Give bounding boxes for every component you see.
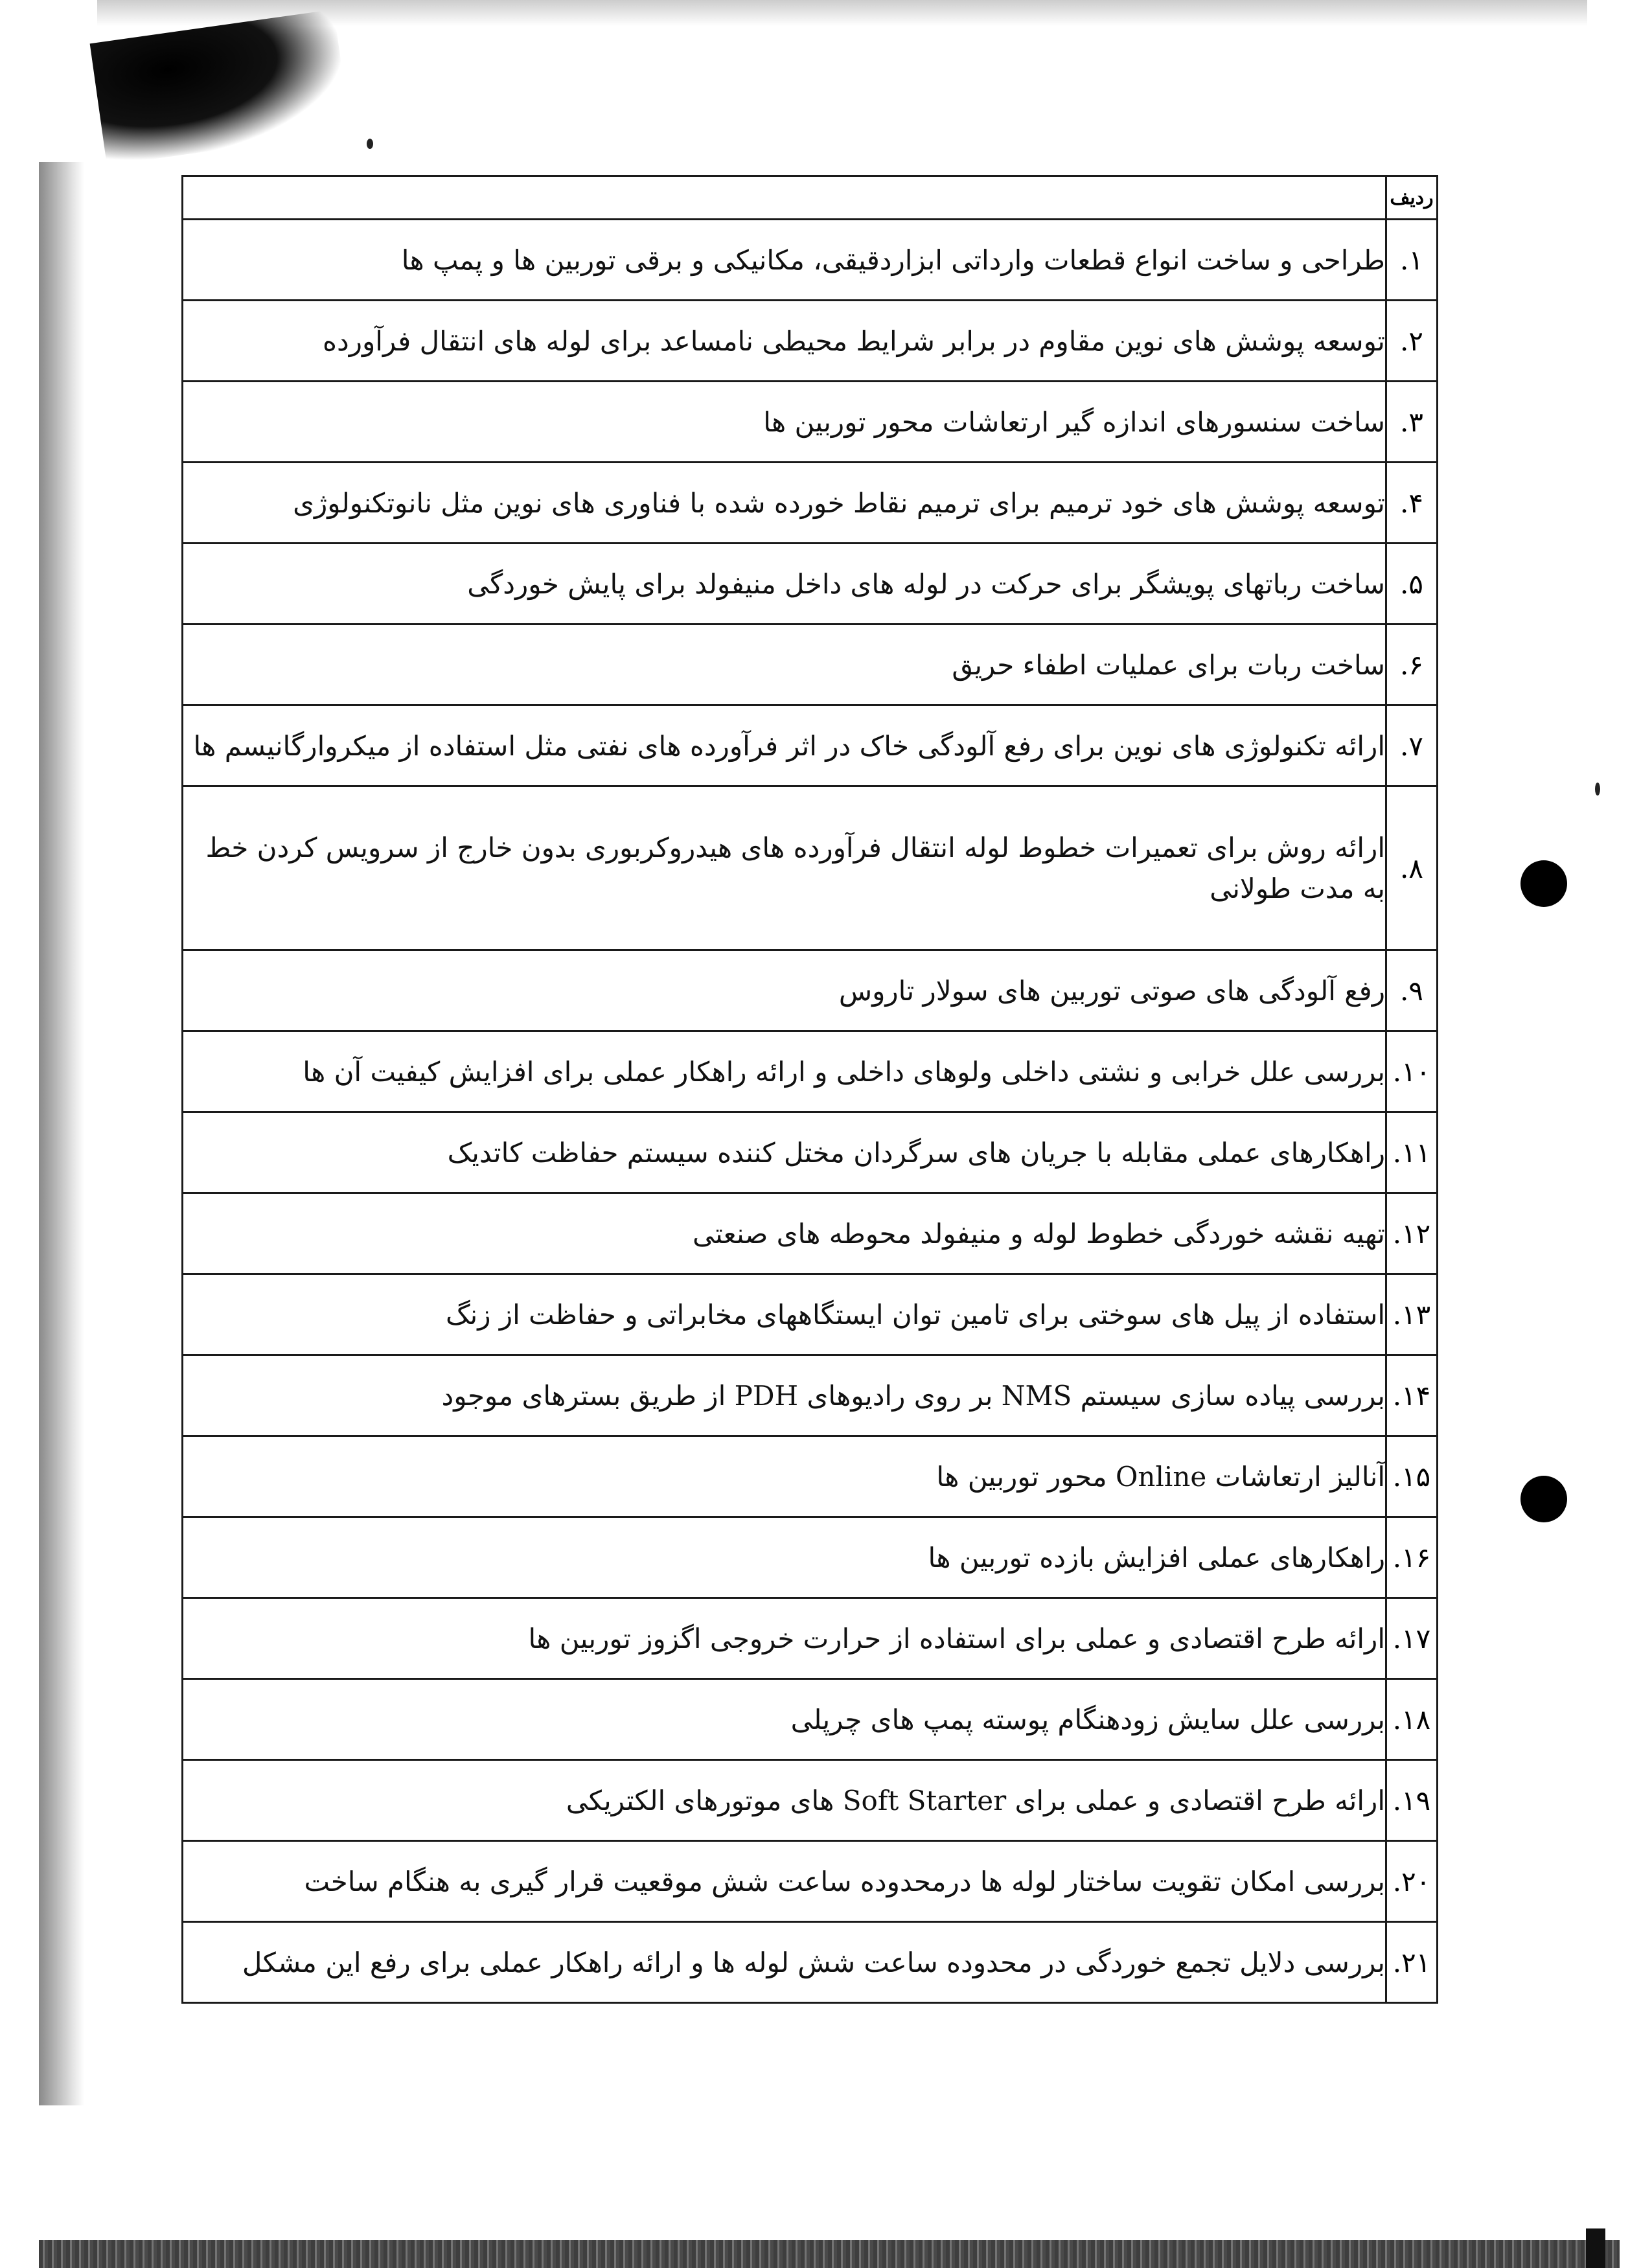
scan-corner-blot — [90, 9, 351, 165]
row-number: ۵. — [1386, 544, 1438, 624]
row-number: ۱۶. — [1386, 1517, 1438, 1598]
topic-text: استفاده از پیل های سوختی برای تامین توان ایستگاههای مخابراتی و حفاظت از زنگ — [183, 1274, 1386, 1355]
topic-text: طراحی و ساخت انواع قطعات وارداتی ابزاردقیقی، مکانیکی و برقی توربین ها و پمپ ها — [183, 220, 1386, 301]
table-row — [183, 950, 1438, 1031]
row-number: ۸. — [1386, 786, 1438, 950]
topic-header — [183, 176, 1386, 220]
row-number: ۹. — [1386, 950, 1438, 1031]
table-row — [183, 544, 1438, 624]
topic-text: رفع آلودگی های صوتی توربین های سولار تاروس — [183, 950, 1386, 1031]
topic-text: توسعه پوشش های نوین مقاوم در برابر شرایط محیطی نامساعد برای لوله های انتقال فرآورده — [183, 301, 1386, 382]
topic-text: بررسی امکان تقویت ساختار لوله ها درمحدوده ساعت شش موقعیت قرار گیری به هنگام ساخت — [183, 1841, 1386, 1922]
table-row — [183, 1436, 1438, 1517]
table-row — [183, 1679, 1438, 1760]
topic-text: راهکارهای عملی افزایش بازده توربین ها — [183, 1517, 1386, 1598]
table-row — [183, 786, 1438, 950]
table-row — [183, 1922, 1438, 2003]
table-row — [183, 1841, 1438, 1922]
row-number: ۱۸. — [1386, 1679, 1438, 1760]
topic-text: بررسی علل سایش زودهنگام پوسته پمپ های چرپلی — [183, 1679, 1386, 1760]
topic-text: بررسی دلایل تجمع خوردگی در محدوده ساعت شش لوله ها و ارائه راهکار عملی برای رفع این مشکل — [183, 1922, 1386, 2003]
row-number: ۱۳. — [1386, 1274, 1438, 1355]
topic-text: توسعه پوشش های خود ترمیم برای ترمیم نقاط خورده شده با فناوری های نوین مثل نانوتکنولوژی — [183, 463, 1386, 544]
table-row — [183, 1760, 1438, 1841]
topic-text: راهکارهای عملی مقابله با جریان های سرگردان مختل کننده سیستم حفاظت کاتدیک — [183, 1112, 1386, 1193]
table-row — [183, 1355, 1438, 1436]
topic-text: ارائه روش برای تعمیرات خطوط لوله انتقال فرآورده های هیدروکربوری بدون خارج از سرویس کردن خط به مدت طولانی — [183, 786, 1386, 950]
research-topics-table — [181, 175, 1438, 2004]
table-row — [183, 1112, 1438, 1193]
row-number: ۱۵. — [1386, 1436, 1438, 1517]
row-number-header-label: ردیف — [1390, 186, 1434, 209]
table-row — [183, 1598, 1438, 1679]
table-row — [183, 301, 1438, 382]
topic-text: ارائه طرح اقتصادی و عملی برای Soft Starter های موتورهای الکتریکی — [183, 1760, 1386, 1841]
table-row — [183, 624, 1438, 705]
topic-text: بررسی پیاده سازی سیستم NMS بر روی رادیوهای PDH از طریق بسترهای موجود — [183, 1355, 1386, 1436]
scan-shadow-left — [39, 162, 84, 2105]
row-number: ۴. — [1386, 463, 1438, 544]
row-number: ۷. — [1386, 705, 1438, 786]
topic-text: ارائه تکنولوژی های نوین برای رفع آلودگی خاک در اثر فرآورده های نفتی مثل استفاده از میکروارگانیسم ها — [183, 705, 1386, 786]
row-number: ۱. — [1386, 220, 1438, 301]
topic-text: آنالیز ارتعاشات Online محور توربین ها — [183, 1436, 1386, 1517]
row-number: ۲. — [1386, 301, 1438, 382]
table-row — [183, 1274, 1438, 1355]
table-row — [183, 705, 1438, 786]
table-row — [183, 463, 1438, 544]
scan-bottom-mark — [1586, 2228, 1605, 2268]
topic-text: ساخت سنسورهای اندازه گیر ارتعاشات محور توربین ها — [183, 382, 1386, 463]
table-row — [183, 1517, 1438, 1598]
row-number: ۱۹. — [1386, 1760, 1438, 1841]
table-row — [183, 382, 1438, 463]
row-number: ۲۱. — [1386, 1922, 1438, 2003]
topic-text: ساخت ربات برای عملیات اطفاء حریق — [183, 624, 1386, 705]
topic-text: بررسی علل خرابی و نشتی داخلی ولوهای داخلی و ارائه راهکار عملی برای افزایش کیفیت آن ها — [183, 1031, 1386, 1112]
topic-text: ساخت رباتهای پویشگر برای حرکت در لوله های داخل منیفولد برای پایش خوردگی — [183, 544, 1386, 624]
topic-text: تهیه نقشه خوردگی خطوط لوله و منیفولد محوطه های صنعتی — [183, 1193, 1386, 1274]
row-number: ۱۷. — [1386, 1598, 1438, 1679]
scan-bottom-strip — [39, 2240, 1620, 2268]
row-number: ۲۰. — [1386, 1841, 1438, 1922]
punch-hole-top — [1520, 860, 1567, 907]
row-number: ۱۲. — [1386, 1193, 1438, 1274]
table-header-row — [183, 176, 1438, 220]
row-number: ۶. — [1386, 624, 1438, 705]
table-row — [183, 1193, 1438, 1274]
row-number: ۱۴. — [1386, 1355, 1438, 1436]
row-number: ۱۰. — [1386, 1031, 1438, 1112]
row-number: ۱۱. — [1386, 1112, 1438, 1193]
punch-hole-bottom — [1520, 1476, 1567, 1522]
stray-mark — [367, 139, 373, 149]
row-number-header — [1386, 176, 1438, 220]
table-row — [183, 1031, 1438, 1112]
row-number: ۳. — [1386, 382, 1438, 463]
topic-text: ارائه طرح اقتصادی و عملی برای استفاده از حرارت خروجی اگزوز توربین ها — [183, 1598, 1386, 1679]
table-row — [183, 220, 1438, 301]
stray-mark — [1595, 783, 1600, 796]
